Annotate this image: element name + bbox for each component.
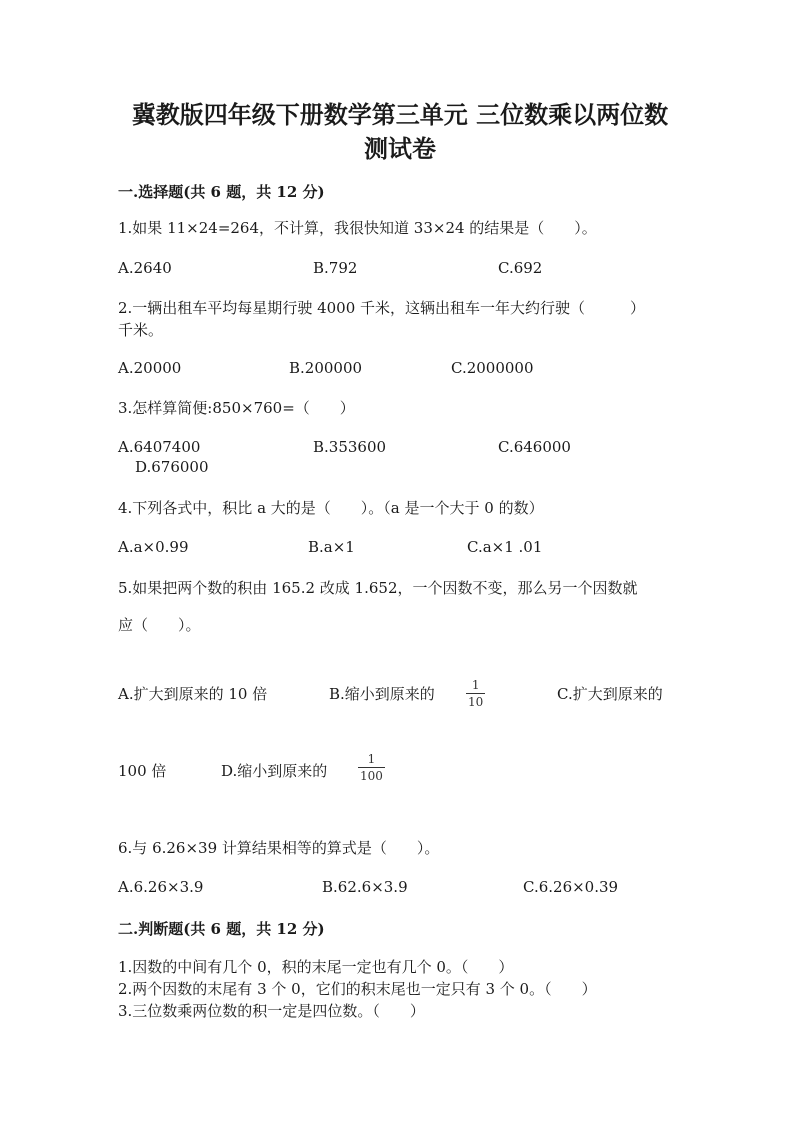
judge-question-1: 1.因数的中间有几个 0，积的末尾一定也有几个 0。（ ） (118, 958, 514, 976)
question-2-text-line2: 千米。 (118, 321, 164, 339)
fraction-bar (466, 693, 485, 694)
fraction-numerator: 1 (471, 678, 480, 692)
fraction-numerator: 1 (367, 752, 376, 766)
q5-option-c-continued: 100 倍 (118, 762, 167, 780)
q4-option-c[interactable]: C.a×1 .01 (467, 538, 543, 556)
fraction-denominator: 100 (360, 769, 383, 783)
q5-option-b-fraction (466, 678, 485, 709)
question-5-text-line1: 5.如果把两个数的积由 165.2 改成 1.652，一个因数不变，那么另一个因数就 (118, 579, 638, 597)
fraction-denominator: 10 (468, 695, 484, 709)
q4-option-a[interactable]: A.a×0.99 (118, 538, 189, 556)
section-heading-judge: 二.判断题(共 6 题，共 12 分) (118, 920, 325, 938)
q3-option-c[interactable]: C.646000 (498, 438, 571, 456)
judge-question-3: 3.三位数乘两位数的积一定是四位数。（ ） (118, 1002, 425, 1020)
q1-option-b[interactable]: B.792 (313, 259, 358, 277)
q5-option-d[interactable]: D.缩小到原来的 (221, 762, 328, 780)
fraction-bar (358, 767, 385, 768)
section-heading-choice: 一.选择题(共 6 题，共 12 分) (118, 183, 325, 201)
question-6-text: 6.与 6.26×39 计算结果相等的算式是（ ）。 (118, 839, 440, 857)
q4-option-b[interactable]: B.a×1 (308, 538, 355, 556)
q6-option-b[interactable]: B.62.6×3.9 (322, 878, 408, 896)
q5-option-d-fraction (358, 752, 385, 783)
question-4-text: 4.下列各式中，积比 a 大的是（ ）。（a 是一个大于 0 的数） (118, 499, 544, 517)
q1-option-c[interactable]: C.692 (498, 259, 543, 277)
q3-option-a[interactable]: A.6407400 (118, 438, 201, 456)
q3-option-b[interactable]: B.353600 (313, 438, 387, 456)
page-title-line2: 测试卷 (364, 134, 436, 163)
q2-option-a[interactable]: A.20000 (118, 359, 182, 377)
question-3-text: 3.怎样算简便:850×760=（ ） (118, 399, 355, 417)
q3-option-d[interactable]: D.676000 (135, 458, 209, 476)
q1-option-a[interactable]: A.2640 (118, 259, 172, 277)
q5-option-b[interactable]: B.缩小到原来的 (329, 685, 435, 703)
question-5-text-line2: 应（ ）。 (118, 616, 201, 634)
q2-option-b[interactable]: B.200000 (289, 359, 363, 377)
q5-option-c[interactable]: C.扩大到原来的 (557, 685, 663, 703)
page-title-line1: 冀教版四年级下册数学第三单元 三位数乘以两位数 (131, 100, 669, 129)
q6-option-c[interactable]: C.6.26×0.39 (523, 878, 619, 896)
q2-option-c[interactable]: C.2000000 (451, 359, 534, 377)
question-1-text: 1.如果 11×24=264，不计算，我很快知道 33×24 的结果是（ ）。 (118, 219, 597, 237)
q6-option-a[interactable]: A.6.26×3.9 (118, 878, 204, 896)
judge-question-2: 2.两个因数的末尾有 3 个 0，它们的积末尾也一定只有 3 个 0。（ ） (118, 980, 597, 998)
question-2-text-line1: 2.一辆出租车平均每星期行驶 4000 千米，这辆出租车一年大约行驶（ ） (118, 299, 646, 317)
q5-option-a[interactable]: A.扩大到原来的 10 倍 (118, 685, 268, 703)
